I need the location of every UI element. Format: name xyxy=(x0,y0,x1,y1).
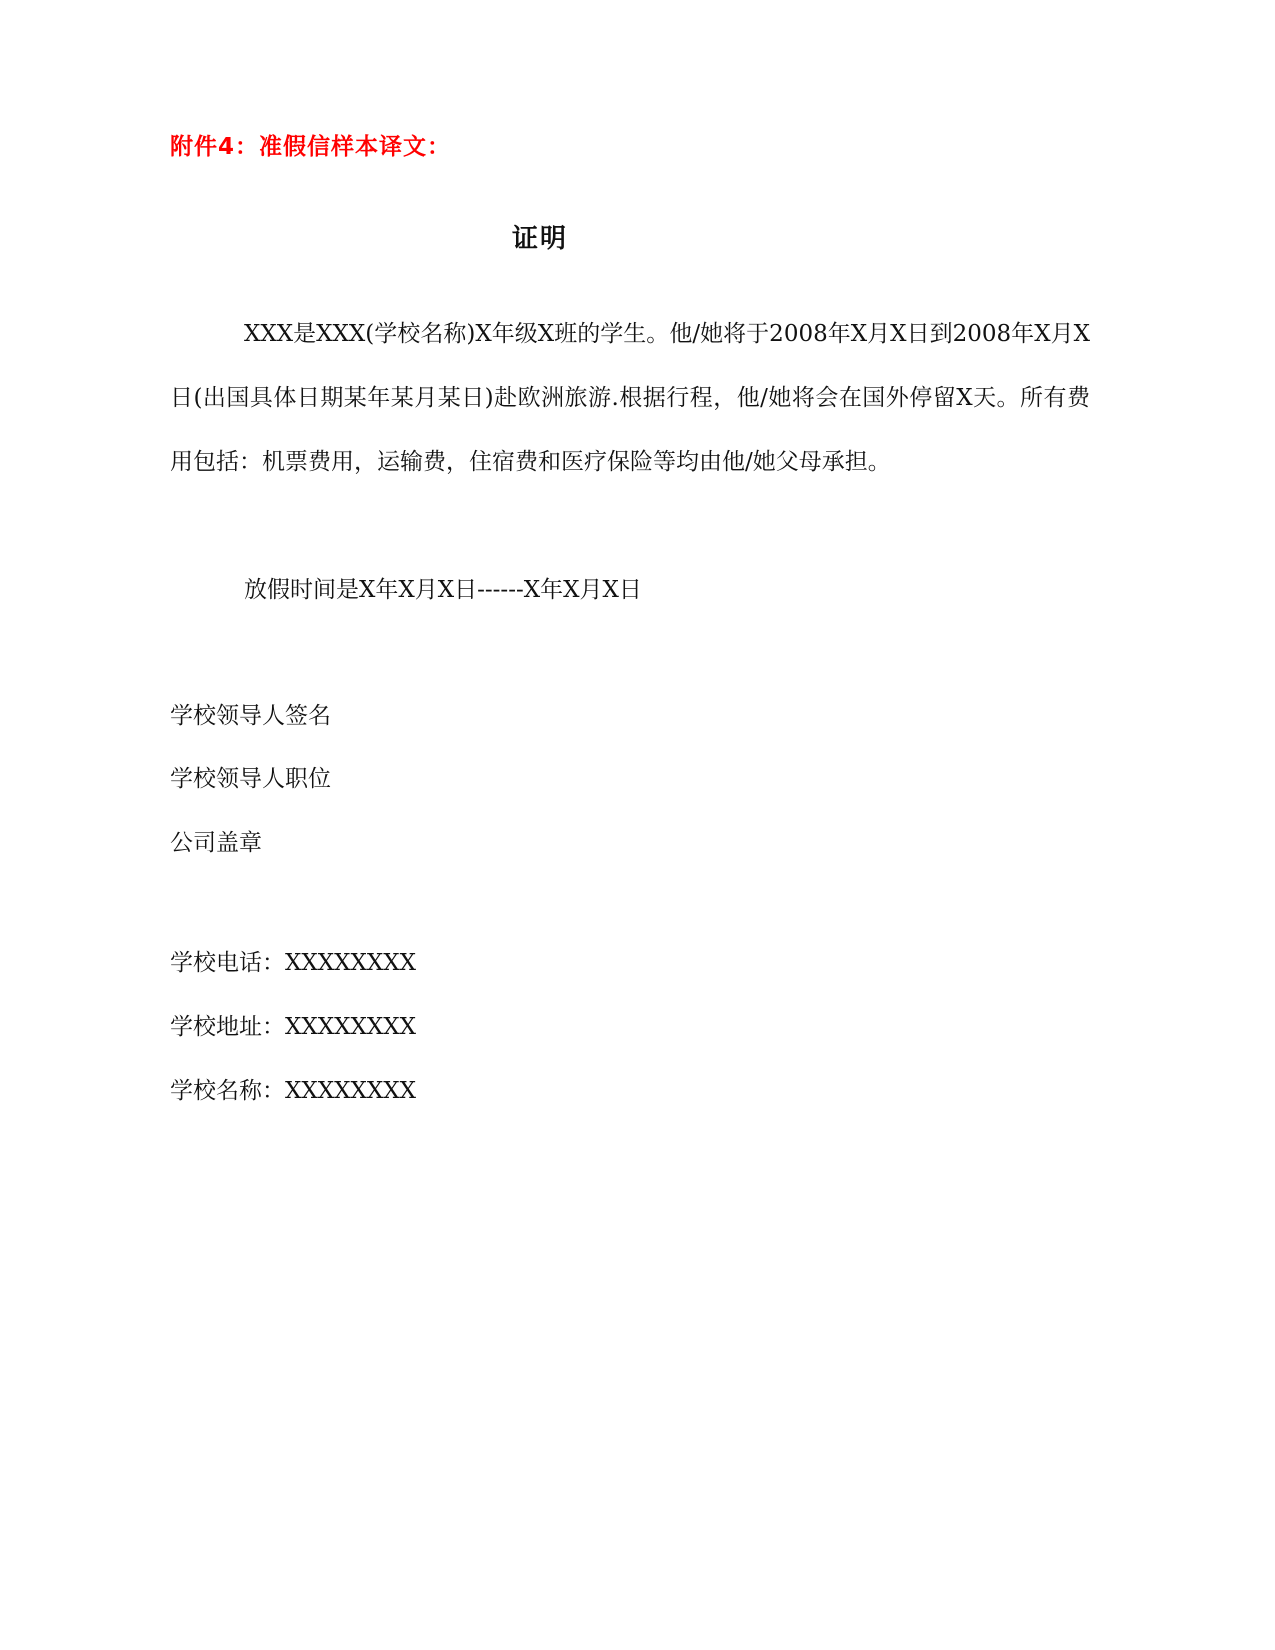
signature-line: 学校领导人签名 xyxy=(170,703,331,729)
school-name-line: 学校名称：XXXXXXXX xyxy=(170,1078,416,1104)
document-title: 证明 xyxy=(511,224,568,254)
body-paragraph-1: XXX是XXX(学校名称)X年级X班的学生。他/她将于2008年X月X日到2008年X月X日(出国具体日期某年某月某日)赴欧洲旅游.根据行程，他/她将会在国外停留X天。所有费用包括：机票费用，运输费，住宿费和医疗保险等均由他/她父母承担。 xyxy=(170,321,1090,475)
attachment-heading: 附件4：准假信样本译文： xyxy=(170,134,452,160)
school-address-line: 学校地址：XXXXXXXX xyxy=(170,1014,416,1040)
body-paragraph-2: 放假时间是X年X月X日------X年X月X日 xyxy=(244,577,642,603)
position-line: 学校领导人职位 xyxy=(170,766,331,792)
school-phone-line: 学校电话：XXXXXXXX xyxy=(170,950,416,976)
stamp-line: 公司盖章 xyxy=(170,830,262,856)
